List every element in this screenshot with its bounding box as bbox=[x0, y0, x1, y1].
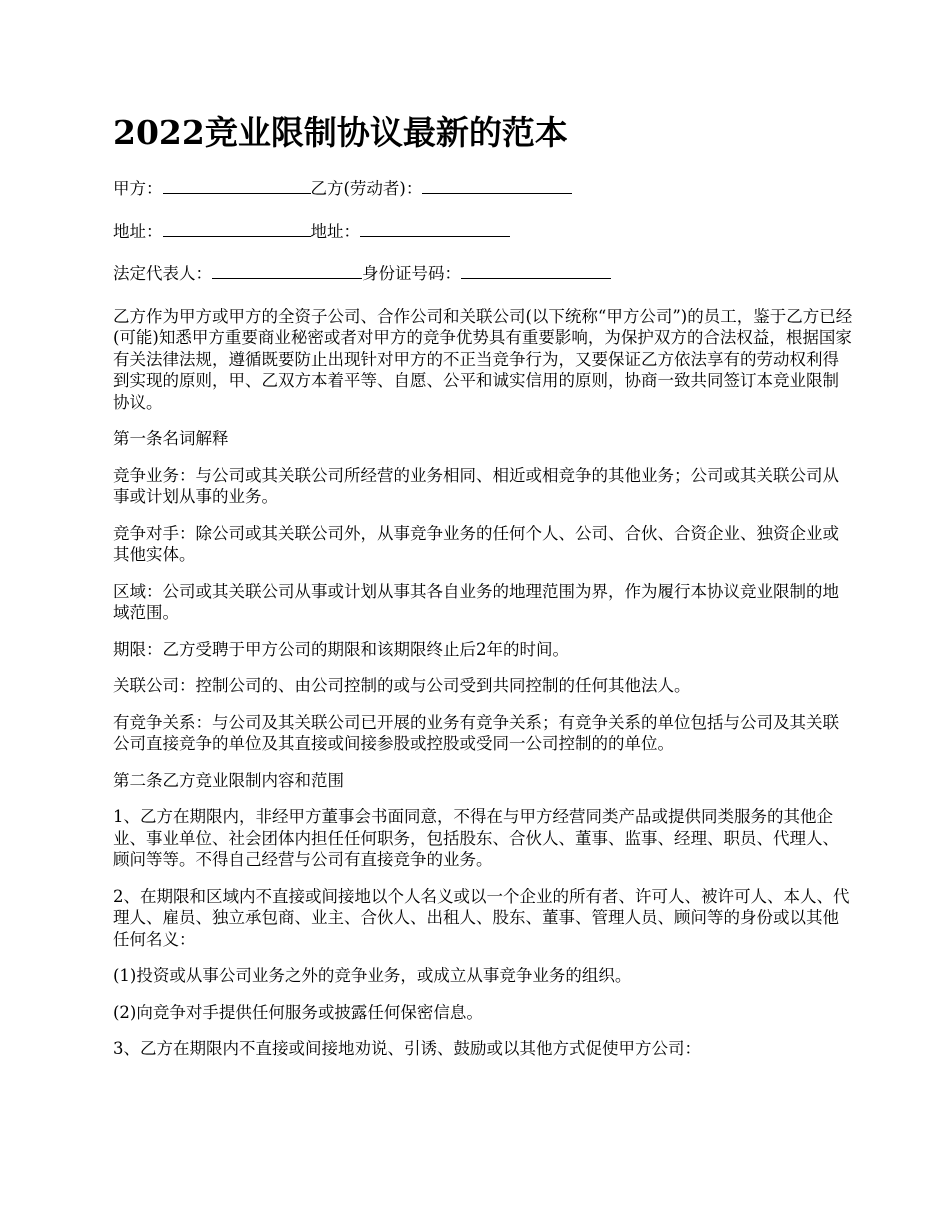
clause-2-item-1: (1)投资或从事公司业务之外的竞争业务，或成立从事竞争业务的组织。 bbox=[113, 966, 632, 985]
party-a-label: 甲方： bbox=[113, 179, 163, 198]
definition-region: 区域：公司或其关联公司从事或计划从事其各自业务的地理范围为界，作为履行本协议竞业限制的地域范围。 bbox=[113, 581, 839, 622]
clause-3: 3、乙方在期限内不直接或间接地劝说、引诱、鼓励或以其他方式促使甲方公司： bbox=[113, 1039, 701, 1058]
definition-term: 期限：乙方受聘于甲方公司的期限和该期限终止后2年的时间。 bbox=[113, 639, 569, 659]
definition-competitive-business: 竞争业务：与公司或其关联公司所经营的业务相同、相近或相竞争的其他业务；公司或其关联公司从事或计划从事的业务。 bbox=[113, 465, 839, 506]
legal-rep-blank bbox=[212, 263, 362, 279]
clause-1: 1、乙方在期限内，非经甲方董事会书面同意，不得在与甲方经营同类产品或提供同类服务的其他企业、事业单位、社会团体内担任任何职务，包括股东、合伙人、董事、监事、经理、职员、代理人、顾问等等。不得自己经营与公司有直接竞争的业务。 bbox=[113, 807, 839, 869]
section-heading-1: 第一条名词解释 bbox=[113, 429, 229, 448]
address-line bbox=[113, 221, 853, 243]
party-line bbox=[113, 178, 853, 200]
address-b-label: 地址： bbox=[310, 221, 360, 241]
definition-competitive-relation: 有竞争关系：与公司及其关联公司已开展的业务有竞争关系；有竞争关系的单位包括与公司及其关联公司直接竞争的单位及其直接或间接参股或控股或受同一公司控制的的单位。 bbox=[113, 712, 839, 753]
paragraph-preamble: 乙方作为甲方或甲方的全资子公司、合作公司和关联公司(以下统称“甲方公司”)的员工，鉴于乙方已经(可能)知悉甲方重要商业秘密或者对甲方的竞争优势具有重要影响，为保护双方的合法权益，根据国家有关法律法规，遵循既要防止出现针对甲方的不正当竞争行为，又要保证乙方依法享有的劳动权利得到实现的原则，甲、乙双方本着平等、自愿、公平和诚实信用的原则，协商一致共同签订本竞业限制协议。 bbox=[113, 306, 853, 412]
document-page bbox=[113, 108, 853, 1075]
party-a-blank bbox=[163, 178, 311, 194]
section-heading-2: 第二条乙方竞业限制内容和范围 bbox=[113, 770, 344, 790]
address-b-blank bbox=[360, 221, 510, 237]
address-a-label: 地址： bbox=[113, 221, 163, 241]
definition-affiliate: 关联公司：控制公司的、由公司控制的或与公司受到共同控制的任何其他法人。 bbox=[113, 676, 691, 695]
party-b-label: 乙方(劳动者)： bbox=[310, 179, 423, 198]
clause-2-item-2: (2)向竞争对手提供任何服务或披露任何保密信息。 bbox=[113, 1002, 483, 1022]
clause-2: 2、在期限和区域内不直接或间接地以个人名义或以一个企业的所有者、许可人、被许可人、本人、代理人、雇员、独立承包商、业主、合伙人、出租人、股东、董事、管理人员、顾问等的身份或以其他任何名义： bbox=[113, 886, 850, 949]
representative-line bbox=[113, 263, 853, 285]
id-number-label: 身份证号码： bbox=[362, 264, 461, 283]
document-title: 2022竞业限制协议最新的范本 bbox=[113, 113, 568, 152]
legal-rep-label: 法定代表人： bbox=[113, 264, 212, 283]
definition-competitor: 竞争对手：除公司或其关联公司外，从事竞争业务的任何个人、公司、合伙、合资企业、独资企业或其他实体。 bbox=[113, 523, 839, 564]
address-a-blank bbox=[163, 221, 311, 237]
party-b-blank bbox=[422, 178, 572, 194]
id-number-blank bbox=[461, 263, 611, 279]
